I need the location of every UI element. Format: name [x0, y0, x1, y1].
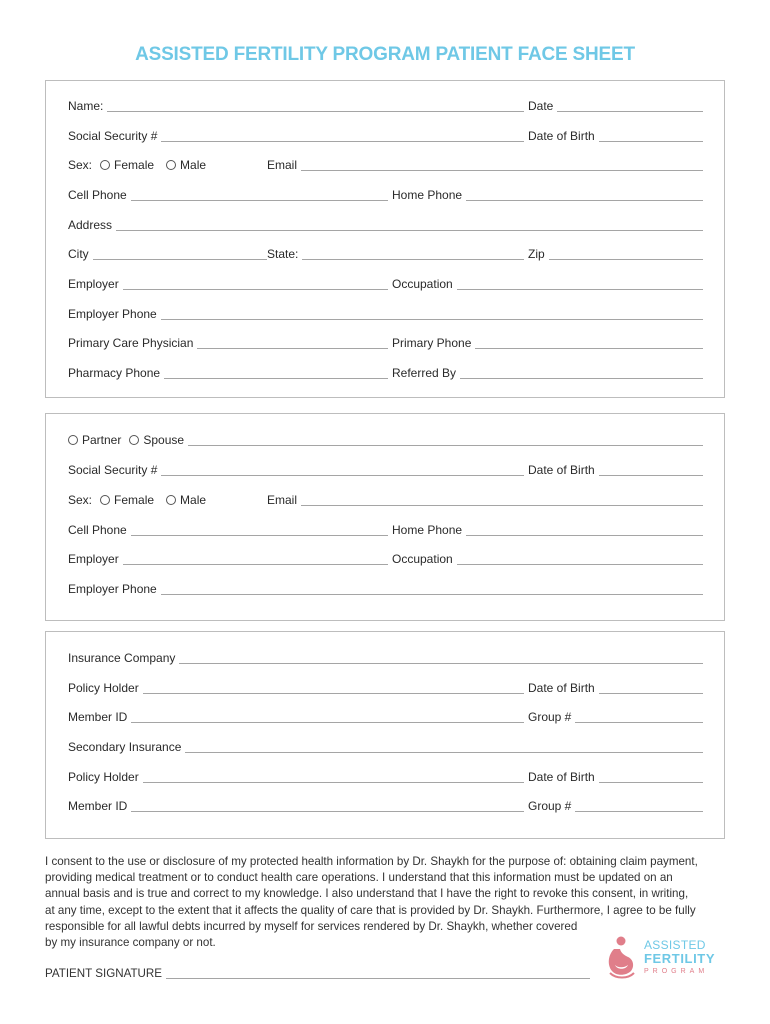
signature-field[interactable] — [166, 967, 590, 979]
spouse-label: Spouse — [143, 433, 185, 447]
partner-female-radio[interactable] — [100, 495, 110, 505]
secondary-insurance-row — [68, 736, 703, 754]
referred-by-field[interactable] — [460, 367, 703, 379]
group-field[interactable] — [575, 711, 703, 723]
secondary-insurance-field[interactable] — [185, 741, 703, 753]
city-label: City — [68, 247, 89, 261]
sex-female-option[interactable] — [100, 158, 154, 172]
occupation-label: Occupation — [392, 277, 453, 291]
partner-ssn-row — [68, 459, 703, 477]
ssn-row — [68, 125, 703, 143]
partner-home-label: Home Phone — [392, 523, 463, 537]
pregnant-figure-icon — [604, 935, 638, 981]
partner-home-field[interactable] — [466, 524, 703, 536]
male-label: Male — [180, 158, 207, 172]
partner-ssn-field[interactable] — [161, 464, 524, 476]
partner-name-field[interactable] — [188, 434, 703, 446]
ssn-field[interactable] — [161, 130, 524, 142]
insurance-company-field[interactable] — [179, 652, 703, 664]
partner-name-row — [68, 429, 703, 447]
primary-phone-label: Primary Phone — [392, 336, 472, 350]
partner-dob-label: Date of Birth — [528, 463, 595, 477]
consent-line: providing medical treatment or to conduct health care operations. I understand that this information must be updated on an — [45, 871, 673, 885]
partner-employer-phone-label: Employer Phone — [68, 582, 157, 596]
zip-label: Zip — [528, 247, 545, 261]
female-radio[interactable] — [100, 160, 110, 170]
ssn-label: Social Security # — [68, 129, 158, 143]
name-field[interactable] — [107, 100, 524, 112]
consent-line: annual basis and is true and correct to my knowledge. I also understand that I have the right to revoke this consent, in writing, — [45, 887, 689, 901]
member-id-2-row — [68, 795, 703, 813]
page-title: ASSISTED FERTILITY PROGRAM PATIENT FACE SHEET — [135, 44, 635, 65]
partner-phone-row — [68, 519, 703, 537]
pharmacy-row — [68, 362, 703, 380]
partner-male-radio[interactable] — [166, 495, 176, 505]
partner-option[interactable] — [68, 433, 121, 447]
dob-field[interactable] — [599, 130, 703, 142]
signature-row — [45, 962, 590, 980]
partner-sex-label: Sex: — [68, 493, 93, 507]
policy-holder-field[interactable] — [143, 682, 524, 694]
dob-label: Date of Birth — [528, 129, 595, 143]
insurance-company-label: Insurance Company — [68, 651, 176, 665]
home-phone-label: Home Phone — [392, 188, 463, 202]
signature-label: PATIENT SIGNATURE — [45, 967, 163, 980]
policy-holder-2-row — [68, 766, 703, 784]
partner-email-field[interactable] — [301, 494, 703, 506]
insurance-company-row — [68, 647, 703, 665]
logo-line-fertility: FERTILITY — [644, 951, 716, 966]
partner-occupation-label: Occupation — [392, 552, 453, 566]
policy-holder-2-label: Policy Holder — [68, 770, 139, 784]
zip-field[interactable] — [549, 248, 703, 260]
phone-row — [68, 184, 703, 202]
pharmacy-phone-field[interactable] — [164, 367, 388, 379]
email-label: Email — [267, 158, 298, 172]
logo-line-assisted: ASSISTED — [644, 938, 706, 952]
partner-sex-female-option[interactable] — [100, 493, 154, 507]
occupation-field[interactable] — [457, 278, 703, 290]
partner-info-section — [45, 413, 725, 621]
member-id-2-field[interactable] — [131, 800, 524, 812]
patient-info-section — [45, 80, 725, 398]
pcp-field[interactable] — [197, 337, 388, 349]
holder-dob-field[interactable] — [599, 682, 703, 694]
consent-line: at any time, except to the extent that it affects the quality of care that is provided by Dr. Shaykh. Furthermore, I agree to be fully — [45, 903, 696, 917]
consent-line: I consent to the use or disclosure of my protected health information by Dr. Shaykh for the purpose of: obtaining claim payment, — [45, 855, 698, 868]
spouse-option[interactable] — [129, 433, 188, 447]
cell-phone-field[interactable] — [131, 189, 388, 201]
partner-occupation-field[interactable] — [457, 553, 703, 565]
female-label: Female — [114, 158, 155, 172]
holder-2-dob-field[interactable] — [599, 771, 703, 783]
city-field[interactable] — [93, 248, 267, 260]
sex-email-row — [68, 154, 703, 172]
employer-label: Employer — [68, 277, 119, 291]
partner-female-label: Female — [114, 493, 155, 507]
policy-holder-2-field[interactable] — [143, 771, 524, 783]
state-label: State: — [267, 247, 299, 261]
employer-phone-row — [68, 303, 703, 321]
partner-label: Partner — [82, 433, 122, 447]
partner-employer-phone-field[interactable] — [161, 583, 703, 595]
address-field[interactable] — [116, 219, 703, 231]
partner-cell-field[interactable] — [131, 524, 388, 536]
policy-holder-label: Policy Holder — [68, 681, 139, 695]
male-radio[interactable] — [166, 160, 176, 170]
policy-holder-row — [68, 677, 703, 695]
sex-label: Sex: — [68, 158, 93, 172]
member-id-field[interactable] — [131, 711, 524, 723]
partner-employer-field[interactable] — [123, 553, 388, 565]
secondary-insurance-label: Secondary Insurance — [68, 740, 182, 754]
employer-phone-field[interactable] — [161, 308, 703, 320]
partner-cell-label: Cell Phone — [68, 523, 127, 537]
address-row — [68, 214, 703, 232]
partner-employer-row — [68, 548, 703, 566]
email-field[interactable] — [301, 159, 703, 171]
member-id-label: Member ID — [68, 710, 128, 724]
sex-male-option[interactable] — [166, 158, 206, 172]
partner-employer-phone-row — [68, 578, 703, 596]
program-logo — [604, 933, 734, 983]
member-id-2-label: Member ID — [68, 799, 128, 813]
group-label: Group # — [528, 710, 572, 724]
pcp-label: Primary Care Physician — [68, 336, 194, 350]
employer-field[interactable] — [123, 278, 388, 290]
holder-dob-label: Date of Birth — [528, 681, 595, 695]
date-label: Date — [528, 99, 554, 113]
physician-row — [68, 332, 703, 350]
partner-sex-email-row — [68, 489, 703, 507]
primary-phone-field[interactable] — [475, 337, 703, 349]
cell-phone-label: Cell Phone — [68, 188, 127, 202]
partner-dob-field[interactable] — [599, 464, 703, 476]
state-field[interactable] — [302, 248, 524, 260]
home-phone-field[interactable] — [466, 189, 703, 201]
holder-2-dob-label: Date of Birth — [528, 770, 595, 784]
group-2-label: Group # — [528, 799, 572, 813]
consent-line: responsible for all lawful debts incurred by myself for services rendered by Dr. Shaykh, whether covered — [45, 919, 578, 933]
partner-sex-male-option[interactable] — [166, 493, 206, 507]
insurance-info-section — [45, 631, 725, 839]
name-label: Name: — [68, 99, 104, 113]
pharmacy-phone-label: Pharmacy Phone — [68, 366, 161, 380]
spouse-radio[interactable] — [129, 435, 139, 445]
address-label: Address — [68, 218, 113, 232]
date-field[interactable] — [557, 100, 703, 112]
group-2-field[interactable] — [575, 800, 703, 812]
referred-by-label: Referred By — [392, 366, 457, 380]
partner-email-label: Email — [267, 493, 298, 507]
partner-male-label: Male — [180, 493, 207, 507]
city-row — [68, 243, 703, 261]
partner-employer-label: Employer — [68, 552, 119, 566]
name-row — [68, 95, 703, 113]
member-id-row — [68, 706, 703, 724]
partner-radio[interactable] — [68, 435, 78, 445]
employer-row — [68, 273, 703, 291]
consent-line: by my insurance company or not. — [45, 936, 216, 950]
employer-phone-label: Employer Phone — [68, 307, 157, 321]
logo-line-program: PROGRAM — [644, 968, 709, 975]
partner-ssn-label: Social Security # — [68, 463, 158, 477]
